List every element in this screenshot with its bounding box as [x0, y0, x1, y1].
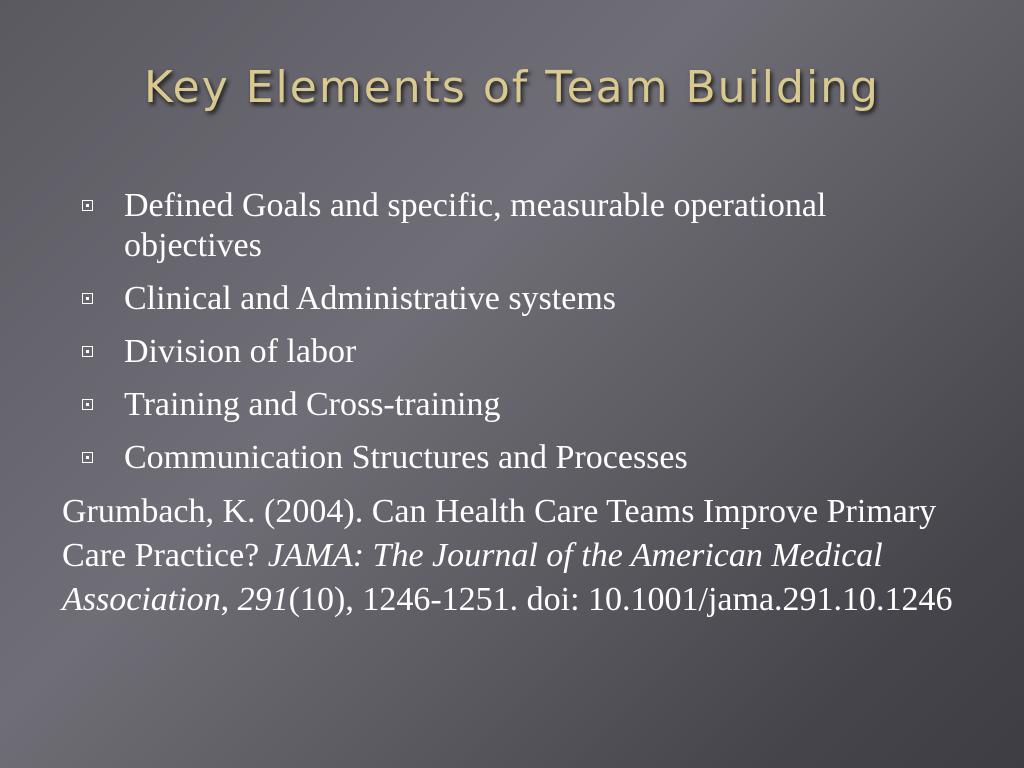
bullet-item	[82, 385, 962, 425]
square-bullet-icon	[82, 200, 93, 211]
bullet-list	[82, 186, 962, 491]
citation-journal: JAMA: The Journal of the American Medical Association	[62, 537, 883, 618]
bullet-text: Communication Structures and Processes	[124, 439, 688, 476]
slide-title: Key Elements of Team Building	[143, 62, 880, 113]
bullet-text: Training and Cross-training	[124, 386, 501, 423]
citation	[62, 490, 962, 622]
bullet-text: Clinical and Administrative systems	[124, 280, 617, 317]
citation-details: (10), 1246-1251. doi: 10.1001/jama.291.10.1246	[288, 581, 953, 618]
citation-volume: 291	[237, 581, 289, 618]
square-bullet-icon	[82, 399, 93, 410]
bullet-text: Division of labor	[124, 333, 357, 370]
bullet-item	[82, 438, 962, 478]
bullet-item	[82, 332, 962, 372]
bullet-item	[82, 186, 962, 266]
bullet-item	[82, 279, 962, 319]
citation-separator: ,	[220, 581, 238, 618]
citation-text: Grumbach, K. (2004). Can Health Care Teams Improve Primary Care Practice?	[62, 493, 937, 574]
bullet-text: Defined Goals and specific, measurable operational objectives	[124, 187, 827, 264]
square-bullet-icon	[82, 346, 93, 357]
square-bullet-icon	[82, 293, 93, 304]
square-bullet-icon	[82, 452, 93, 463]
